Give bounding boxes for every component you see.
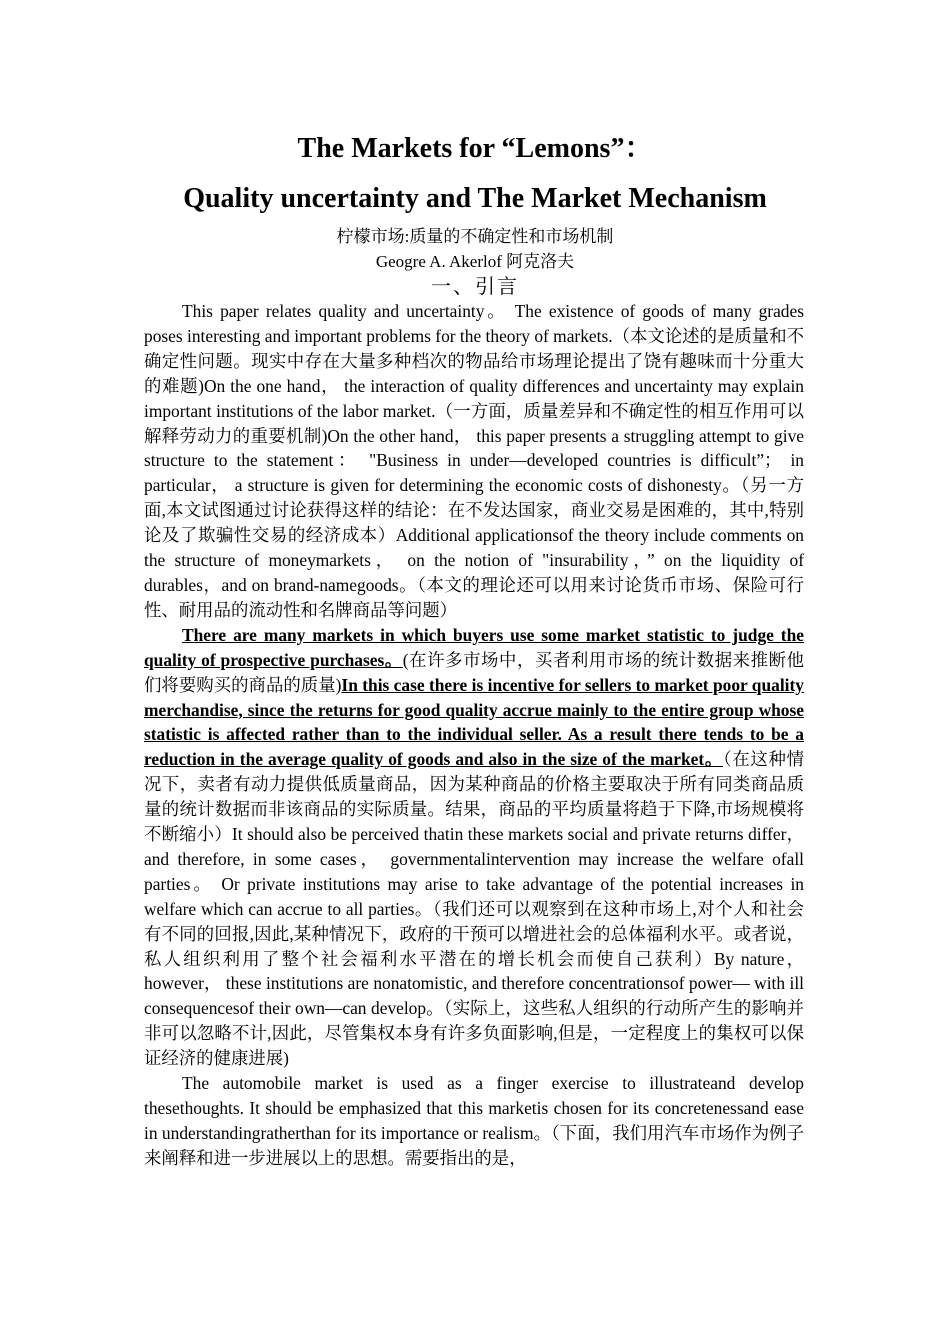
title-line-2: Quality uncertainty and The Market Mechanism [183, 183, 767, 214]
emphasized-sentence-1: There are many markets in which buyers use some market statistic to judge the quality of prospective purchases。 [144, 624, 804, 670]
emphasized-sentence-2: In this case there is incentive for sellers to market poor quality merchandise, since the returns for good quality accrue mainly to the entire group whose statistic is affected rather than to the individual seller. As a result there tends to be a reduction in the average quality of goods and also in the size of the market。 [144, 674, 804, 770]
author-line: Geogre A. Akerlof 阿克洛夫 [375, 252, 575, 271]
title-line-1: The Markets for “Lemons”： [297, 133, 653, 164]
body-text [144, 299, 804, 1171]
paragraph-3: The automobile market is used as a finger exercise to illustrateand develop thesethoughts. It should be emphasized that this marketis chosen for its concretenessand ease in understandingratherthan for its importance or realism。（下面，我们用汽车市场作为例子来阐释和进一步进展以上的思想。需要指出的是， [144, 1073, 804, 1168]
chinese-subtitle: 柠檬市场:质量的不确定性和市场机制 [336, 227, 614, 246]
translation-1: (在许多市场中，买者利用市场的统计数据来推断他们将要购买的商品的质量) [144, 649, 804, 695]
paragraph-2 [144, 623, 804, 1071]
paragraph-2-rest: （在这种情况下，卖者有动力提供低质量商品，因为某种商品的价格主要取决于所有同类商品质量的统计数据而非该商品的实际质量。结果，商品的平均质量将趋于下降,市场规模将不断缩小）It should also be perceived thatin these markets social and private returns differ， and therefore, in some cases， governmentalintervention may increase the welfare ofall parties。 Or private institutions may arise to take advantage of the potential increases in welfare which can accrue to all parties。（我们还可以观察到在这种市场上,对个人和社会有不同的回报,因此,某种情况下，政府的干预可以增进社会的总体福利水平。或者说，私人组织利用了整个社会福利水平潜在的增长机会而使自己获利）By nature， however， these institutions are nonatomistic, and therefore concentrationsof power— with ill consequencesof their own—can develop。（实际上，这些私人组织的行动所产生的影响并非可以忽略不计,因此，尽管集权本身有许多负面影响,但是，一定程度上的集权可以保证经济的健康进展) [144, 749, 804, 1069]
section-heading: 一、引言 [431, 276, 519, 298]
paragraph-1: This paper relates quality and uncertainty。 The existence of goods of many grades poses interesting and important problems for the theory of markets.（本文论述的是质量和不确定性问题。现实中存在大量多种档次的物品给市场理论提出了饶有趣味而十分重大的难题)On the one hand， the interaction of quality differences and uncertainty may explain important institutions of the labor market.（一方面，质量差异和不确定性的相互作用可以解释劳动力的重要机制)On the other hand， this paper presents a struggling attempt to give structure to the statement： "Business in under—developed countries is difficult”； in particular， a structure is given for determining the economic costs of dishonesty。（另一方面,本文试图通过讨论获得这样的结论：在不发达国家，商业交易是困难的，其中,特别论及了欺骗性交易的经济成本）Additional applicationsof the theory include comments on the structure of moneymarkets， on the notion of "insurability，” on the liquidity of durables，and on brand-namegoods。（本文的理论还可以用来讨论货币市场、保险可行性、耐用品的流动性和名牌商品等问题） [144, 301, 804, 620]
